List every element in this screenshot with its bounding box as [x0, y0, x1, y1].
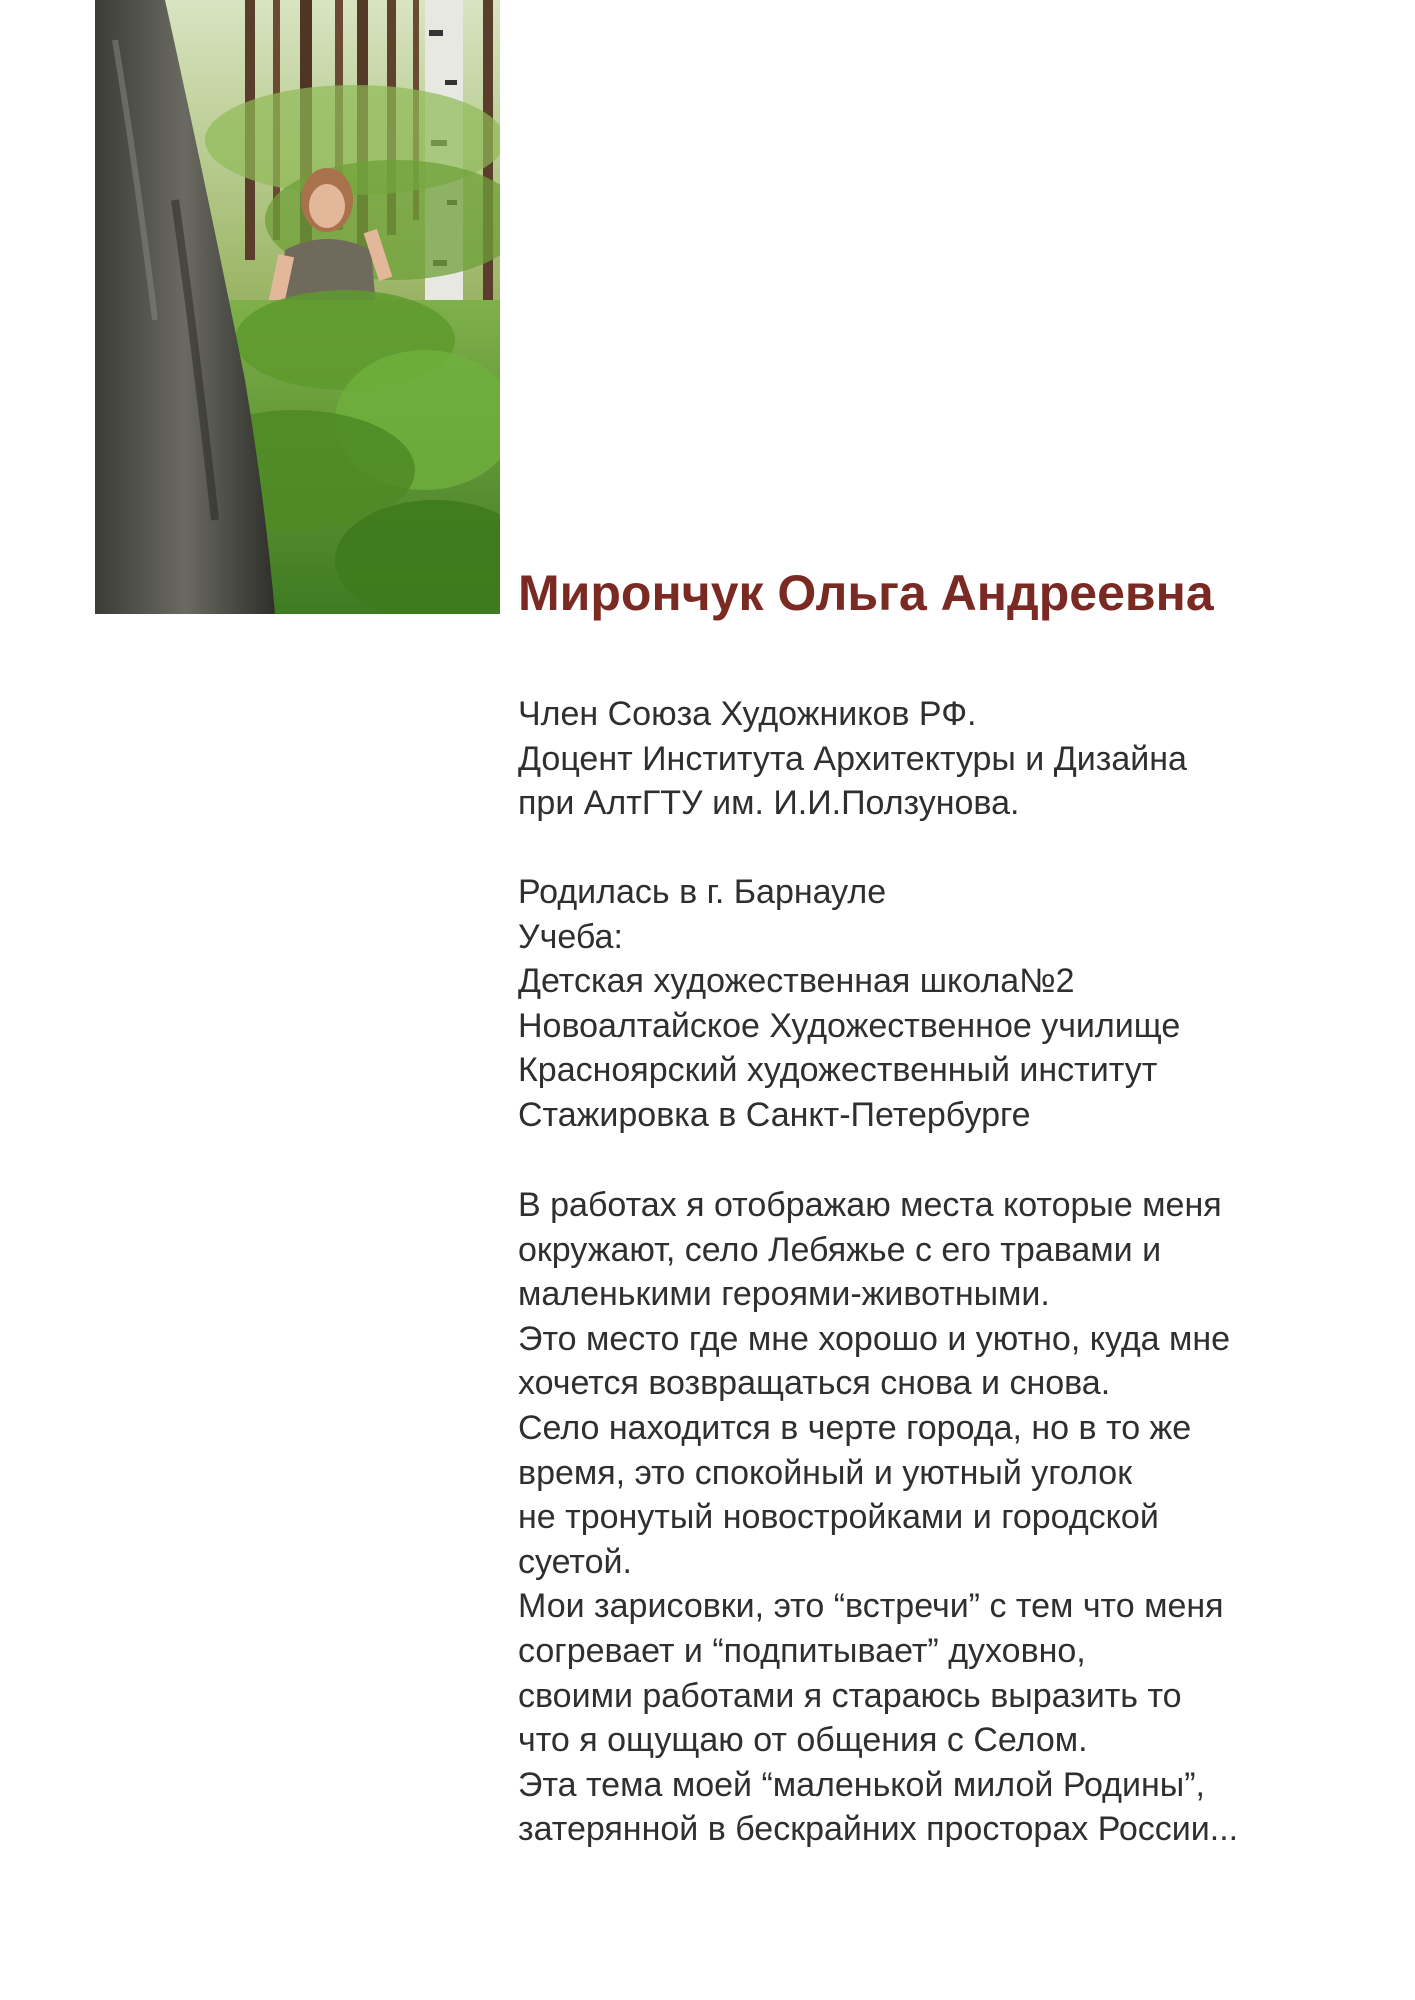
statement-line: время, это спокойный и уютный уголок [518, 1453, 1133, 1492]
statement-line: Эта тема моей “маленькой милой Родины”, [518, 1765, 1205, 1804]
positions-block [518, 692, 1398, 826]
position-line: Член Союза Художников РФ. [518, 695, 977, 733]
statement-line: окружают, село Лебяжье с его травами и [518, 1230, 1162, 1269]
statement-line: затерянной в бескрайних просторах России... [518, 1810, 1239, 1849]
statement-line: Это место где мне хорошо и уютно, куда мне [518, 1319, 1231, 1358]
position-line: Доцент Института Архитектуры и Дизайна [518, 739, 1187, 778]
bio-line: Детская художественная школа№2 [518, 962, 1075, 1001]
statement-line: своими работами я стараюсь выразить то [518, 1676, 1182, 1715]
portrait-photo [95, 0, 500, 614]
statement-line: что я ощущаю от общения с Селом. [518, 1721, 1088, 1760]
bio-line: Учеба: [518, 917, 623, 956]
statement-line: Село находится в черте города, но в то же [518, 1408, 1192, 1447]
statement-line: хочется возвращаться снова и снова. [518, 1364, 1111, 1403]
statement-line: не тронутый новостройками и городской [518, 1498, 1159, 1537]
statement-line: В работах я отображаю места которые меня [518, 1186, 1222, 1224]
statement-line: маленькими героями-животными. [518, 1275, 1050, 1314]
bio-line: Красноярский художественный институт [518, 1051, 1158, 1090]
statement-line: суетой. [518, 1542, 632, 1581]
artist-statement [518, 1183, 1398, 1852]
statement-line: Мои зарисовки, это “встречи” с тем что меня [518, 1587, 1224, 1626]
bio-line: Новоалтайское Художественное училище [518, 1006, 1181, 1045]
bio-line: Родилась в г. Барнауле [518, 873, 887, 911]
position-line: при АлтГТУ им. И.И.Ползунова. [518, 784, 1020, 823]
biography-block [518, 870, 1398, 1138]
artist-name: Мирончук Ольга Андреевна [518, 565, 1214, 621]
statement-line: согревает и “подпитывает” духовно, [518, 1631, 1086, 1670]
bio-line: Стажировка в Санкт-Петербурге [518, 1095, 1031, 1134]
